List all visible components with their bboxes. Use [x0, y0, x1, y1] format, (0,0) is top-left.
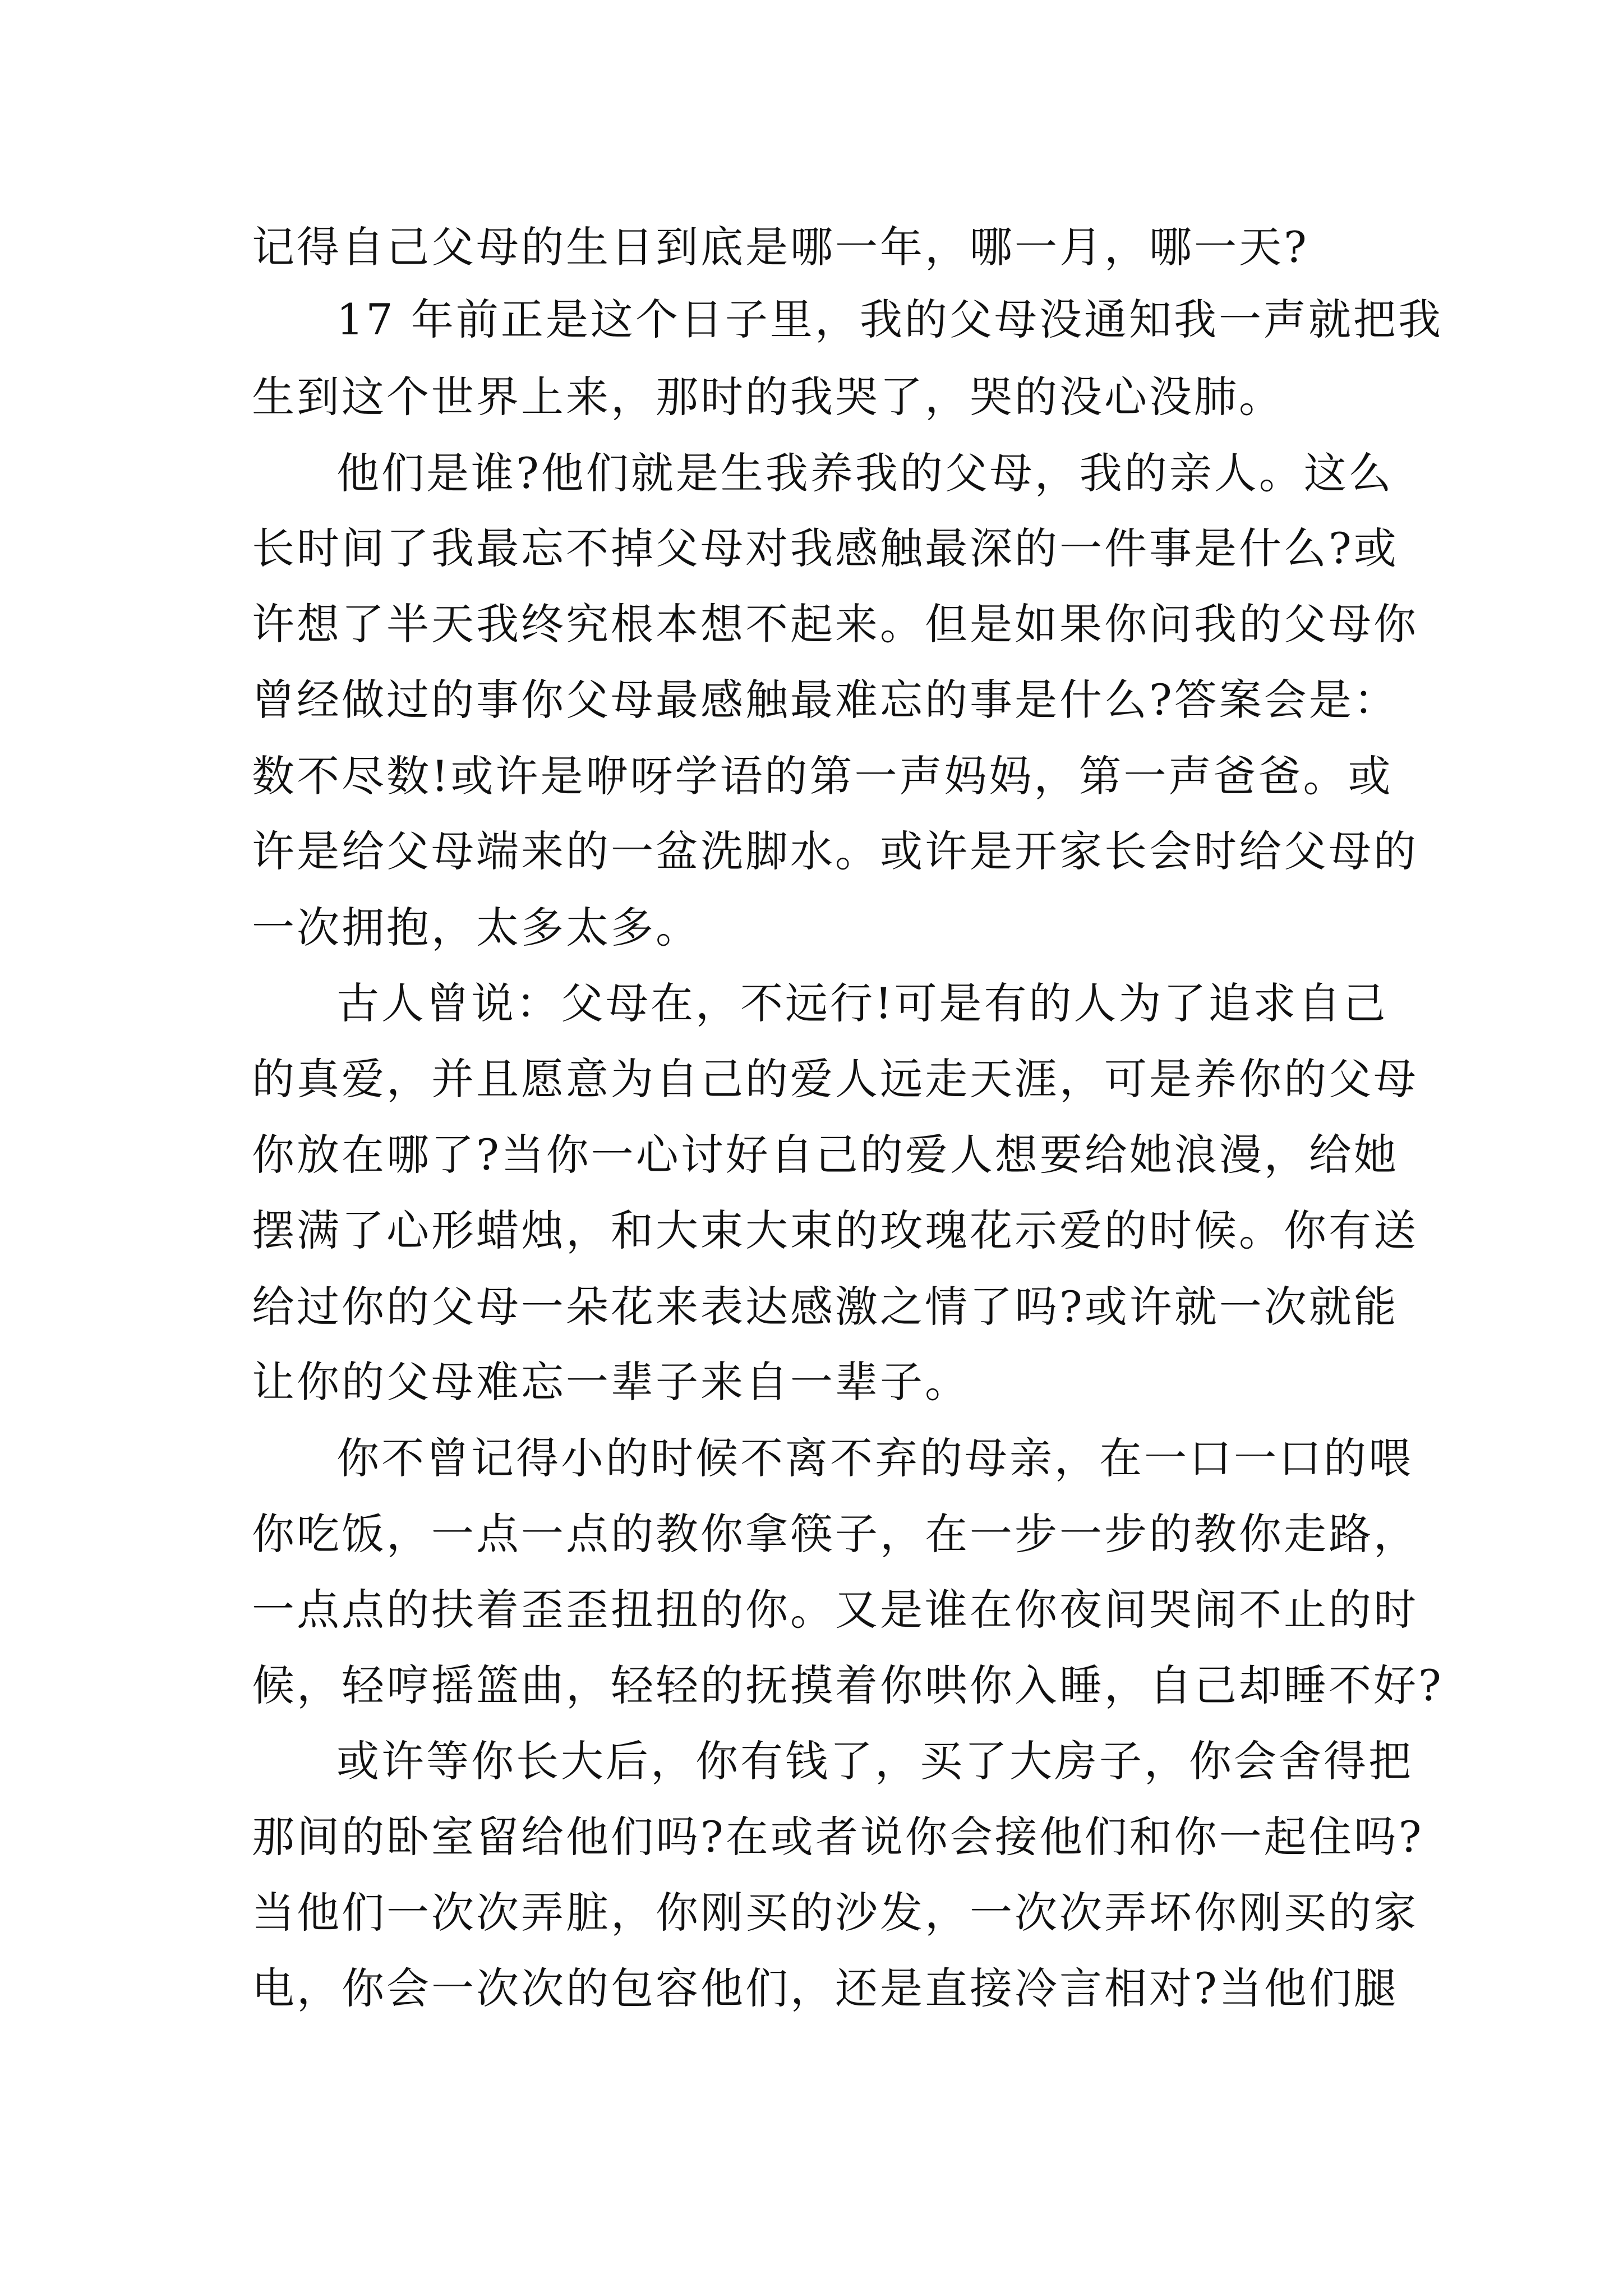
text-line: 候，轻哼摇篮曲，轻轻的抚摸着你哄你入睡，自己却睡不好?: [252, 1660, 1444, 1710]
text-line: 古人曾说：父母在，不远行!可是有的人为了追求自己: [336, 978, 1388, 1028]
text-line: 数不尽数!或许是咿呀学语的第一声妈妈，第一声爸爸。或: [252, 751, 1393, 801]
text-line: 你不曾记得小的时候不离不弃的母亲，在一口一口的喂: [336, 1433, 1413, 1483]
text-line: 当他们一次次弄脏，你刚买的沙发，一次次弄坏你刚买的家: [252, 1888, 1418, 1938]
text-line: 摆满了心形蜡烛，和大束大束的玫瑰花示爱的时候。你有送: [252, 1205, 1418, 1255]
text-line: 曾经做过的事你父母最感触最难忘的事是什么?答案会是：: [252, 675, 1399, 725]
text-line: 他们是谁?他们就是生我养我的父母，我的亲人。这么: [336, 448, 1394, 498]
text-line: 记得自己父母的生日到底是哪一年，哪一月，哪一天?: [252, 222, 1309, 272]
text-line: 给过你的父母一朵花来表达感激之情了吗?或许就一次就能: [252, 1282, 1399, 1332]
text-line: 你放在哪了?当你一心讨好自己的爱人想要给她浪漫，给她: [252, 1130, 1399, 1180]
text-line: 那间的卧室留给他们吗?在或者说你会接他们和你一起住吗?: [252, 1812, 1424, 1862]
text-line: 长时间了我最忘不掉父母对我感触最深的一件事是什么?或: [252, 523, 1399, 573]
text-line: 许想了半天我终究根本想不起来。但是如果你问我的父母你: [252, 599, 1418, 649]
text-line: 许是给父母端来的一盆洗脚水。或许是开家长会时给父母的: [252, 826, 1418, 876]
text-line: 一次拥抱，太多太多。: [252, 903, 700, 953]
text-line: 生到这个世界上来，那时的我哭了，哭的没心没肺。: [252, 372, 1284, 422]
text-line: 17 年前正是这个日子里，我的父母没通知我一声就把我: [336, 295, 1443, 344]
text-line: 让你的父母难忘一辈子来自一辈子。: [252, 1357, 970, 1407]
text-line: 的真爱，并且愿意为自己的爱人远走天涯，可是养你的父母: [252, 1054, 1418, 1104]
text-line: 或许等你长大后，你有钱了，买了大房子，你会舍得把: [336, 1736, 1413, 1786]
text-line: 电，你会一次次的包容他们，还是直接冷言相对?当他们腿: [252, 1963, 1399, 2013]
text-line: 你吃饭，一点一点的教你拿筷子，在一步一步的教你走路，: [252, 1509, 1418, 1559]
text-line: 一点点的扶着歪歪扭扭的你。又是谁在你夜间哭闹不止的时: [252, 1585, 1418, 1635]
